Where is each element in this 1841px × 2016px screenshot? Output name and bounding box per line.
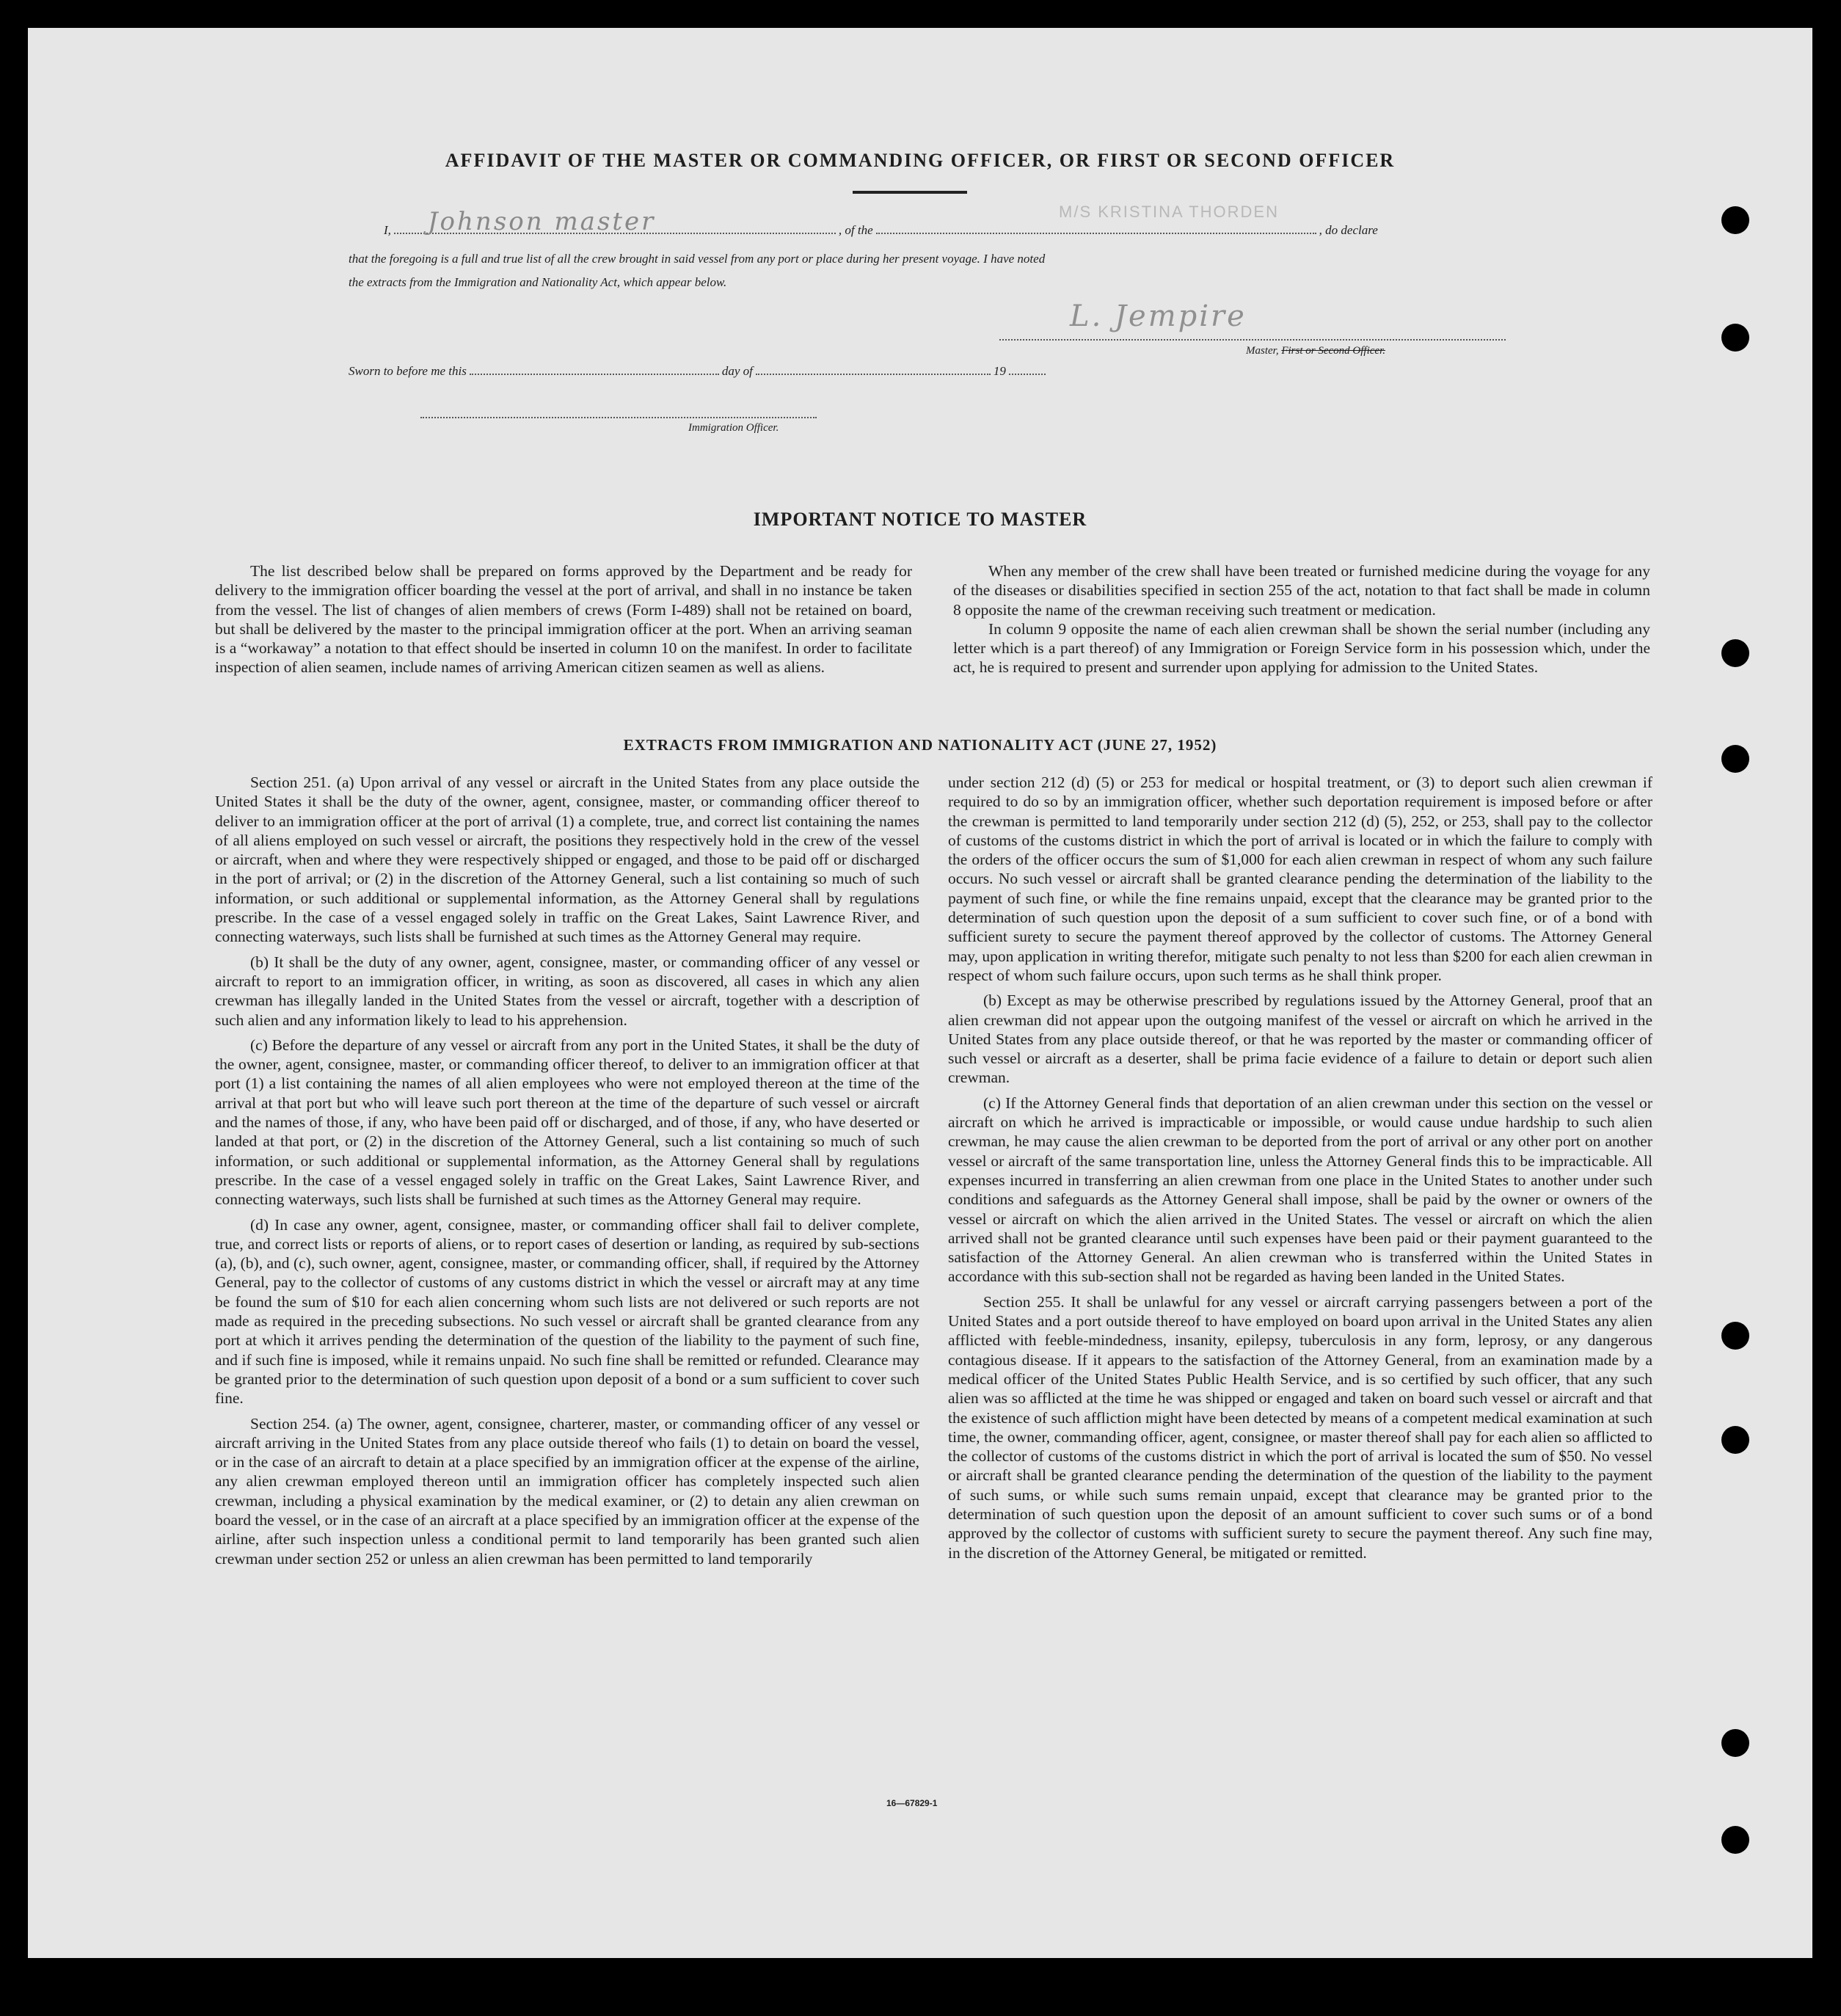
- act-paragraph: (d) In case any owner, agent, consignee, master, or commanding officer shall fail to deliver complete, true, and correct lists or reports of aliens, or to report cases of desertion or landing, as required by sub-sections (a), (b), and (c), such owner, agent, consignee, master, or commanding officer, shall, if required by the Attorney General, pay to the collector of customs of any customs district in which the vessel or aircraft may at any time be found the sum of $10 for each alien concerning whom such lists are not delivered or such reports are not made as required in the preceding subsections. No such vessel or aircraft shall be granted clearance from any port at which it arrives pending the determination of the question of the liability to the payment of such fine, and if such fine is imposed, while it remains unpaid. No such fine shall be remitted or refunded. Clearance may be granted prior to the determination of such question upon deposit of a bond or a sum sufficient to cover such fine.: [215, 1215, 919, 1408]
- form-number: 16—67829-1: [886, 1798, 938, 1808]
- signature-caption: [1246, 345, 1385, 357]
- declaration-do-declare: , do declare: [1319, 223, 1378, 237]
- sworn-line: [349, 364, 1049, 379]
- punch-hole-5: [1721, 1322, 1749, 1350]
- notice-title: IMPORTANT NOTICE TO MASTER: [753, 509, 1087, 530]
- act-paragraph: under section 212 (d) (5) or 253 for medical or hospital treatment, or (3) to deport such alien crewman if required to do so by an immigration officer, whether such deportation requirement is imposed before or after the crewman is permitted to land temporarily under section 212 (d) (5), 252, or 253, shall pay to the collector of customs of the customs district in which the port of arrival is located or in which the failure to comply with the orders of the officer occurs the sum of $1,000 for each alien crewman in respect of whom any such failure occurs. No such vessel or aircraft shall be granted clearance pending the determination of the liability to the payment of such fine, or while the fine remains unpaid, except that the clearance may be granted prior to the determination of such question upon the deposit of a sum sufficient to cover such fine, or of a bond with sufficient surety to secure the payment thereof approved by the collector of customs. The Attorney General may, upon application in writing therefor, mitigate such penalty to not less than $200 for each alien crewman in respect of whom such failure occurs, upon such terms as he shall think proper.: [948, 774, 1652, 984]
- immigration-officer-line: [420, 417, 817, 418]
- signer-name-handwritten: Johnson master: [427, 207, 656, 236]
- punch-hole-6: [1721, 1426, 1749, 1454]
- declaration-line-2: that the foregoing is a full and true list of all the crew brought in said vessel from any port or place during her present voyage. I have noted: [349, 252, 1046, 266]
- punch-hole-1: [1721, 206, 1749, 234]
- notice-paragraph: The list described below shall be prepared on forms approved by the Department and be ready for delivery to the immigration officer boarding the vessel at the port of arrival, and shall in no instance be taken from the vessel. The list of changes of alien members of crews (Form I-489) shall not be retained on board, but shall be delivered by the master to the principal immigration officer at the port. When an arriving seaman is a “workaway” a notation to that effect should be inserted in column 10 on the manifest. In order to facilitate inspection of alien seamen, include names of arriving American citizen seamen as well as aliens.: [215, 562, 912, 677]
- sworn-text: Sworn to before me this: [349, 364, 467, 378]
- extracts-left-column: [215, 773, 919, 1574]
- notice-right-column: [953, 561, 1650, 677]
- document-page: [28, 28, 1812, 1958]
- affidavit-title: AFFIDAVIT OF THE MASTER OR COMMANDING OFFICER, OR FIRST OR SECOND OFFICER: [445, 150, 1396, 171]
- act-paragraph: Section 255. It shall be unlawful for any vessel or aircraft carrying passengers between a port of the United States and a port outside thereof to have employed on board upon arrival in the United States any alien afflicted with feeble-mindedness, insanity, epilepsy, tuberculosis in any form, leprosy, or any dangerous contagious disease. If it appears to the satisfaction of the Attorney General, from an examination made by a medical officer of the United States Public Health Service, and is so certified by such officer, that any such alien was so afflicted at the time he was shipped or engaged and taken on board such vessel or aircraft and that the existence of such affliction might have been detected by means of a competent medical examination at such time, the owner, commanding officer, agent, consignee, or master thereof shall pay for each alien so afflicted to the collector of customs of the customs district in which the port of arrival is located the sum of $50. No vessel or aircraft shall be granted clearance pending the determination of the question of the liability to the payment of such sums, or while such sums remain unpaid, except that clearance may be granted prior to the determination of such question upon the deposit of an amount sufficient to cover such sums or of a bond approved by the collector of customs with sufficient surety to secure the payment thereof. Any such fine may, in the discretion of the Attorney General, be mitigated or remitted.: [948, 1292, 1652, 1562]
- struck-officer-label: First or Second Officer.: [1281, 345, 1385, 357]
- act-paragraph: (b) It shall be the duty of any owner, agent, consignee, master, or commanding officer of any vessel or aircraft to report to an immigration officer, in writing, as soon as discovered, all cases in which any alien crewman has illegally landed in the United States from the vessel or aircraft, together with a description of such alien and any information likely to lead to his apprehension.: [215, 953, 919, 1029]
- act-paragraph: (c) Before the departure of any vessel or aircraft from any port in the United States, it shall be the duty of the owner, agent, consignee, master, or commanding officer thereof, to deliver to an immigration officer at that port (1) a list containing the names of all alien employees who were not employed thereon at the time of the arrival at that port but who will leave such port thereon at the time of the departure of such vessel or aircraft and the names of those, if any, who have been paid off or discharged, and of those, if any, who have deserted or landed at that port, or (2) in the discretion of the Attorney General, such a list containing so much of such information, or such additional or supplemental information, as the Attorney General shall by regulations prescribe. In the case of a vessel engaged solely in traffic on the Great Lakes, Saint Lawrence River, and connecting waterways, such lists shall be furnished at such times as the Attorney General may require.: [215, 1036, 919, 1209]
- declaration-line-3: the extracts from the Immigration and Nationality Act, which appear below.: [349, 275, 727, 289]
- master-label: Master,: [1246, 345, 1279, 357]
- extracts-right-column: [948, 773, 1652, 1568]
- act-paragraph: (c) If the Attorney General finds that deportation of an alien crewman under this section on the vessel or aircraft on which he arrived is impracticable or impossible, or would cause undue hardship to such alien crewman, he may cause the alien crewman to be deported from the port of arrival or any other port on another vessel or aircraft of the same transportation line, unless the Attorney General finds this to be impracticable. All expenses incurred in transferring an alien crewman from one place in the United States to another under such conditions and safeguards as the Attorney General shall impose, shall be paid by the owner or owners of the vessel or aircraft on which the alien arrived in the United States. The vessel or aircraft on which the alien arrived shall not be granted clearance until such expenses have been paid or their payment guaranteed to the satisfaction of the Attorney General. An alien crewman who is transferred within the United States in accordance with this sub-section shall not be regarded as having been landed in the United States.: [948, 1093, 1652, 1286]
- immigration-officer-label: Immigration Officer.: [688, 422, 779, 434]
- declaration-of-the: , of the: [838, 223, 873, 237]
- punch-hole-8: [1721, 1826, 1749, 1854]
- sworn-year: 19: [993, 364, 1006, 378]
- act-paragraph: Section 251. (a) Upon arrival of any vessel or aircraft in the United States from any place outside the United States it shall be the duty of the owner, agent, consignee, master, or commanding officer thereof to deliver to an immigration officer at the port of arrival (1) a complete, true, and correct list containing the names of all aliens employed on such vessel or aircraft, the positions they respectively hold in the crew of the vessel or aircraft, when and where they were respectively shipped or engaged, and those to be paid off or discharged in the port of arrival; or (2) in the discretion of the Attorney General, such a list containing so much of such information, or such additional or supplemental information, as the Attorney General shall by regulations prescribe. In the case of a vessel engaged solely in traffic on the Great Lakes, Saint Lawrence River, and connecting waterways, such lists shall be furnished at such times as the Attorney General may require.: [215, 774, 919, 946]
- vessel-stamp: M/S KRISTINA THORDEN: [1059, 203, 1279, 221]
- notice-left-column: [215, 561, 912, 677]
- signature-line: [999, 339, 1506, 341]
- title-rule: [853, 191, 967, 194]
- master-signature: L. Jempire: [1070, 299, 1247, 333]
- declaration-i: I,: [384, 223, 391, 237]
- punch-hole-3: [1721, 639, 1749, 667]
- notice-paragraph: When any member of the crew shall have been treated or furnished medicine during the voyage for any of the diseases or disabilities specified in section 255 of the act, notation to that fact shall be made in column 8 opposite the name of the crewman receiving such treatment or medication.: [953, 562, 1650, 619]
- punch-hole-2: [1721, 324, 1749, 352]
- extracts-title: EXTRACTS FROM IMMIGRATION AND NATIONALITY ACT (JUNE 27, 1952): [623, 736, 1217, 754]
- act-paragraph: (b) Except as may be otherwise prescribed by regulations issued by the Attorney General, proof that an alien crewman did not appear upon the outgoing manifest of the vessel or aircraft on which he arrived in the United States from any place outside thereof, or that he was reported by the master or commanding officer of such vessel or aircraft as a deserter, shall be prima facie evidence of a failure to detain or deport such alien crewman.: [948, 991, 1652, 1087]
- notice-paragraph: In column 9 opposite the name of each alien crewman shall be shown the serial number (including any letter which is a part thereof) of any Immigration or Foreign Service form in his possession which, under the act, he is required to present and surrender upon applying for admission to the United States.: [953, 619, 1650, 677]
- act-paragraph: Section 254. (a) The owner, agent, consignee, charterer, master, or commanding officer of any vessel or aircraft arriving in the United States from any place outside thereof who fails (1) to detain on board the vessel, or in the case of an aircraft to detain at a place specified by an immigration officer at the expense of the airline, any alien crewman employed thereon until an immigration officer has completely inspected such alien crewman, including a physical examination by the medical examiner, or (2) to detain any alien crewman on board the vessel, or in the case of an aircraft at a place specified by an immigration officer at the expense of the airline, after such inspection unless a conditional permit to land temporarily has been granted such alien crewman under section 252 or unless an alien crewman has been permitted to land temporarily: [215, 1414, 919, 1568]
- sworn-day-of: day of: [721, 364, 753, 378]
- punch-hole-7: [1721, 1729, 1749, 1757]
